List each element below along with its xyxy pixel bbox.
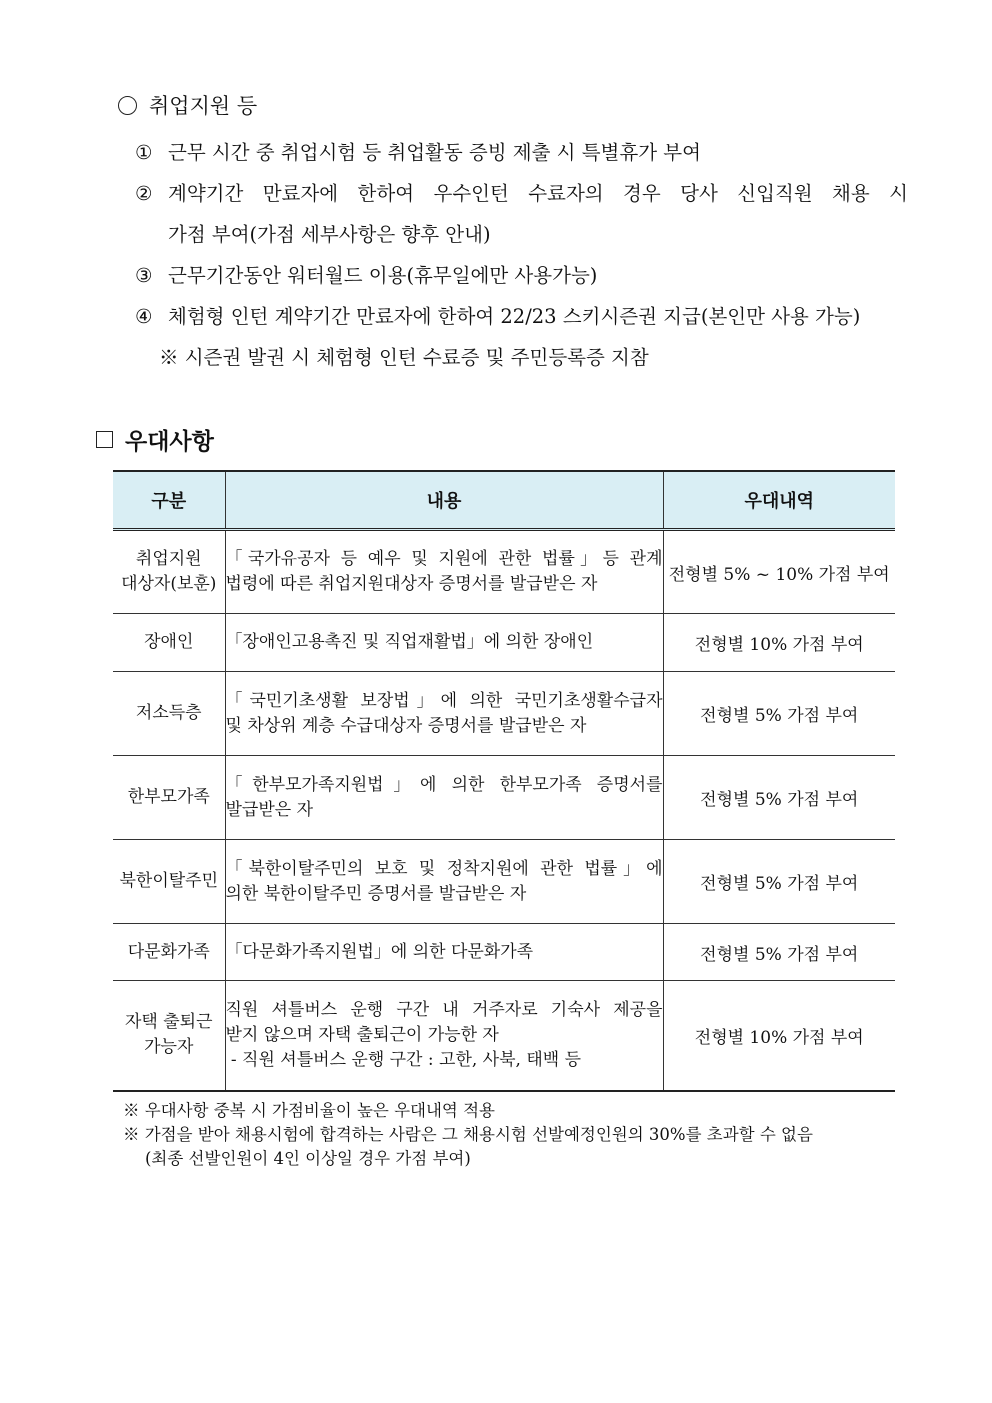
row-benefit: 전형별 5% 가점 부여: [663, 924, 895, 981]
column-header-content: 내용: [225, 471, 663, 530]
note-line: ※ 가점을 받아 채용시험에 합격하는 사람은 그 채용시험 선발예정인원의 30%를 초과할 수 없음: [123, 1125, 813, 1144]
row-benefit: 전형별 10% 가점 부여: [663, 614, 895, 672]
table-header-row: [113, 471, 895, 530]
row-benefit: 전형별 10% 가점 부여: [663, 981, 895, 1091]
column-header-benefit: 우대내역: [663, 471, 895, 530]
row-category: 자택 출퇴근 가능자: [113, 981, 225, 1091]
row-category: 저소득층: [113, 672, 225, 756]
row-category: 취업지원 대상자(보훈): [113, 530, 225, 614]
row-content: 「국민기초생활 보장법」에 의한 국민기초생활수급자 및 차상위 계층 수급대상자 증명서를 발급받은 자: [225, 672, 663, 756]
row-content: 「국가유공자 등 예우 및 지원에 관한 법률」등 관계 법령에 따른 취업지원대상자 증명서를 발급받은 자: [225, 530, 663, 614]
preference-table: [113, 470, 895, 1092]
note-line: ※ 우대사항 중복 시 가점비율이 높은 우대내역 적용: [123, 1101, 495, 1120]
table-row: [113, 924, 895, 981]
row-benefit: 전형별 5% 가점 부여: [663, 840, 895, 924]
row-benefit: 전형별 5% 가점 부여: [663, 672, 895, 756]
support-item: ② 계약기간 만료자에 한하여 우수인턴 수료자의 경우 당사 신입직원 채용 시 가점 부여(가점 세부사항은 향후 안내): [135, 182, 908, 246]
season-pass-note: ※ 시즌권 발권 시 체험형 인턴 수료증 및 주민등록증 지참: [159, 346, 649, 369]
row-content: 「북한이탈주민의 보호 및 정착지원에 관한 법률」에 의한 북한이탈주민 증명서를 발급받은 자: [225, 840, 663, 924]
row-benefit: 전형별 5% ~ 10% 가점 부여: [663, 530, 895, 614]
preference-section-title: 우대사항: [96, 425, 214, 459]
row-content: 「장애인고용촉진 및 직업재활법」에 의한 장애인: [225, 614, 663, 672]
row-category: 장애인: [113, 614, 225, 672]
support-item: ① 근무 시간 중 취업시험 등 취업활동 증빙 제출 시 특별휴가 부여: [135, 141, 701, 164]
preference-notes: [123, 1099, 813, 1171]
table-row: [113, 756, 895, 840]
row-category: 북한이탈주민: [113, 840, 225, 924]
row-benefit: 전형별 5% 가점 부여: [663, 756, 895, 840]
table-row: [113, 530, 895, 614]
note-line: (최종 선발인원이 4인 이상일 경우 가점 부여): [145, 1149, 471, 1168]
support-item: ③ 근무기간동안 워터월드 이용(휴무일에만 사용가능): [135, 264, 598, 287]
row-category: 다문화가족: [113, 924, 225, 981]
row-category: 한부모가족: [113, 756, 225, 840]
row-content: 직원 셔틀버스 운행 구간 내 거주자로 기숙사 제공을 받지 않으며 자택 출퇴근이 가능한 자 - 직원 셔틀버스 운행 구간 : 고한, 사북, 태백 등: [225, 981, 663, 1091]
employment-support-section: [118, 90, 908, 378]
table-row: [113, 672, 895, 756]
table-row: [113, 981, 895, 1091]
row-content: 「한부모가족지원법」에 의한 한부모가족 증명서를 발급받은 자: [225, 756, 663, 840]
table-row: [113, 840, 895, 924]
employment-support-heading: 취업지원 등: [118, 90, 908, 122]
row-content: 「다문화가족지원법」에 의한 다문화가족: [225, 924, 663, 981]
column-header-category: 구분: [113, 471, 225, 530]
table-row: [113, 614, 895, 672]
support-item: ④ 체험형 인턴 계약기간 만료자에 한하여 22/23 스키시즌권 지급(본인만 사용 가능): [135, 305, 861, 328]
circle-bullet-icon: [118, 96, 137, 115]
square-bullet-icon: [96, 431, 113, 448]
